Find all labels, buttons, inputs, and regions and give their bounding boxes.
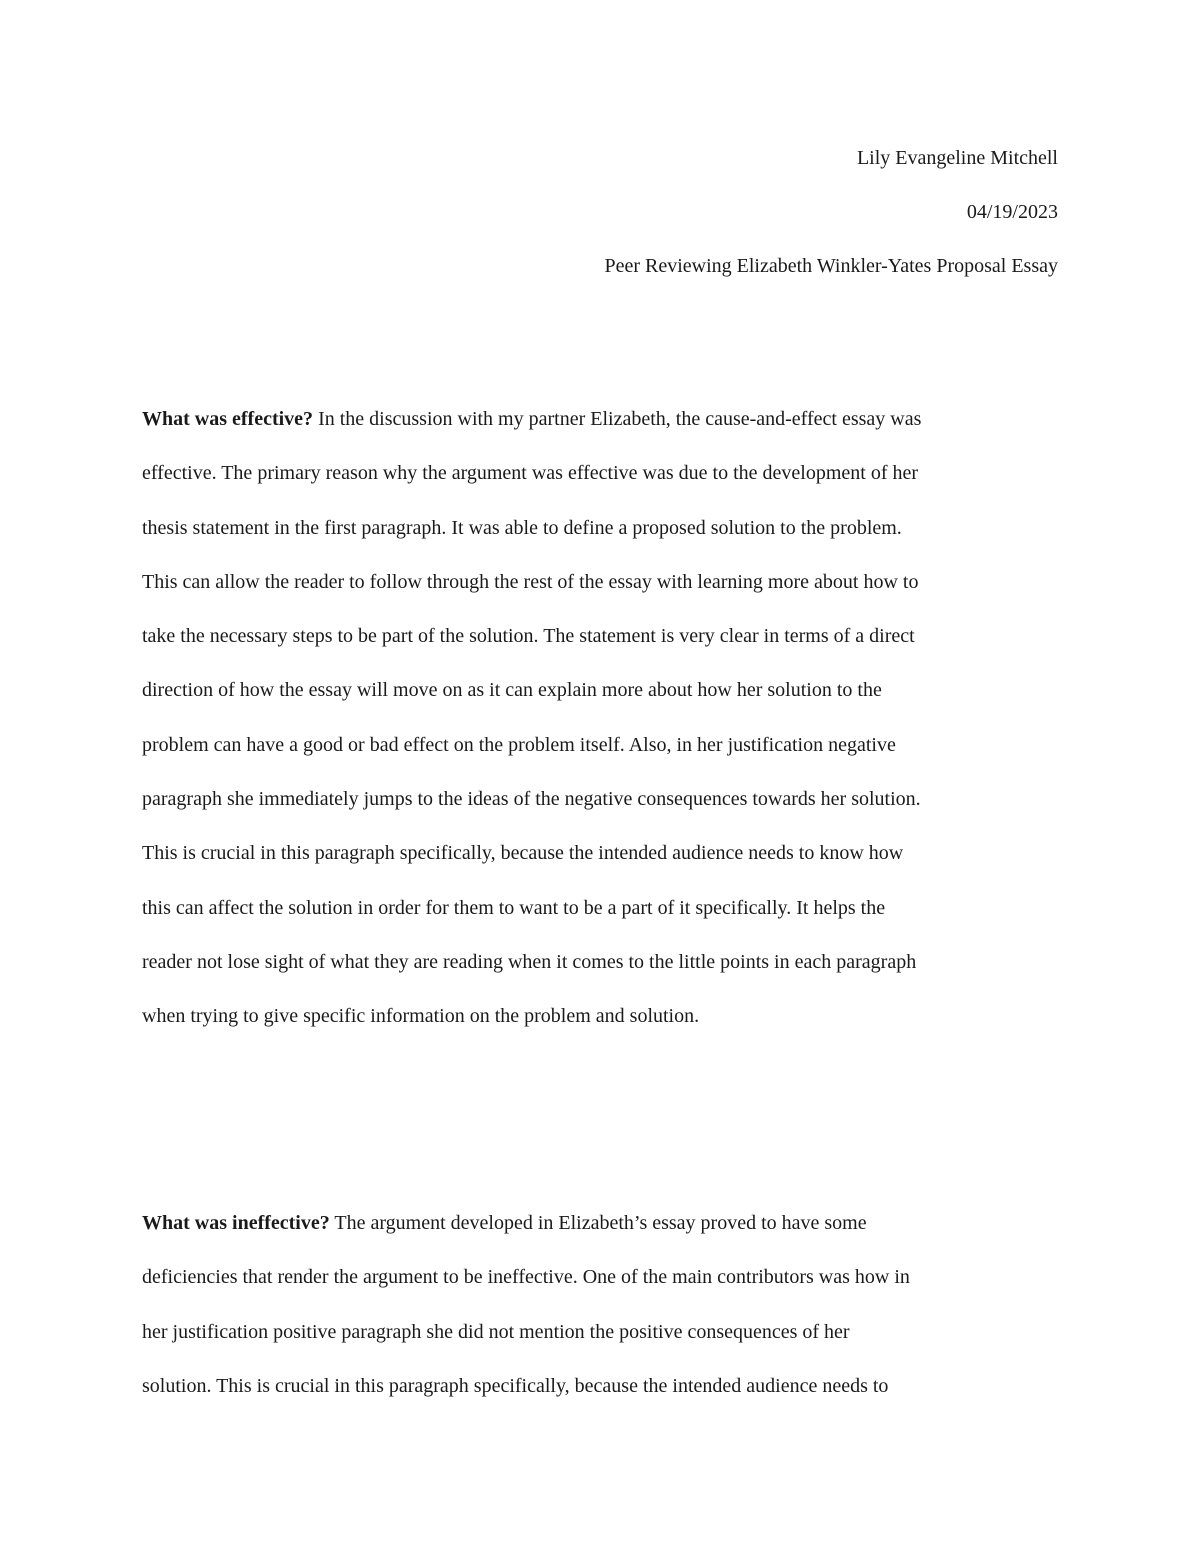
paragraph-line: solution. This is crucial in this paragraph specifically, because the intended audience needs to	[142, 1374, 889, 1397]
document-title: Peer Reviewing Elizabeth Winkler-Yates Proposal Essay	[604, 255, 1058, 277]
paragraph-line: this can affect the solution in order for them to want to be a part of it specifically. It helps the	[142, 896, 886, 919]
paragraph-line: take the necessary steps to be part of the solution. The statement is very clear in terms of a direct	[142, 625, 915, 648]
paragraph-line: thesis statement in the first paragraph. It was able to define a proposed solution to the problem.	[142, 516, 902, 539]
paragraph-line: paragraph she immediately jumps to the ideas of the negative consequences towards her solution.	[142, 788, 921, 811]
paragraph-line: problem can have a good or bad effect on the problem itself. Also, in her justification negative	[142, 733, 896, 756]
paragraph-line	[142, 1196, 1062, 1250]
paragraph-line: when trying to give specific information on the problem and solution.	[142, 1005, 700, 1028]
section-heading-ineffective: What was ineffective?	[142, 1212, 330, 1234]
paragraph-line: her justification positive paragraph she did not mention the positive consequences of her	[142, 1320, 850, 1343]
line-text: In the discussion with my partner Elizabeth, the cause-and-effect essay was	[313, 408, 922, 430]
paragraph-line: reader not lose sight of what they are reading when it comes to the little points in each paragraph	[142, 950, 917, 973]
document-date: 04/19/2023	[966, 201, 1058, 223]
paragraph-line	[142, 392, 1062, 446]
line-text: The argument developed in Elizabeth’s essay proved to have some	[329, 1212, 867, 1234]
document-header	[604, 143, 1058, 305]
paragraph-line: deficiencies that render the argument to be ineffective. One of the main contributors was how in	[142, 1266, 910, 1289]
section-heading-effective: What was effective?	[142, 408, 314, 430]
paragraph-line: This can allow the reader to follow through the rest of the essay with learning more about how to	[142, 570, 919, 593]
author-name: Lily Evangeline Mitchell	[856, 147, 1058, 169]
paragraph-line: This is crucial in this paragraph specifically, because the intended audience needs to know how	[142, 842, 904, 865]
paragraph-line: direction of how the essay will move on as it can explain more about how her solution to the	[142, 679, 882, 702]
paragraph-effective	[142, 392, 1062, 1044]
paragraph-line: effective. The primary reason why the argument was effective was due to the development of her	[142, 462, 919, 485]
paragraph-ineffective	[142, 1196, 1062, 1413]
